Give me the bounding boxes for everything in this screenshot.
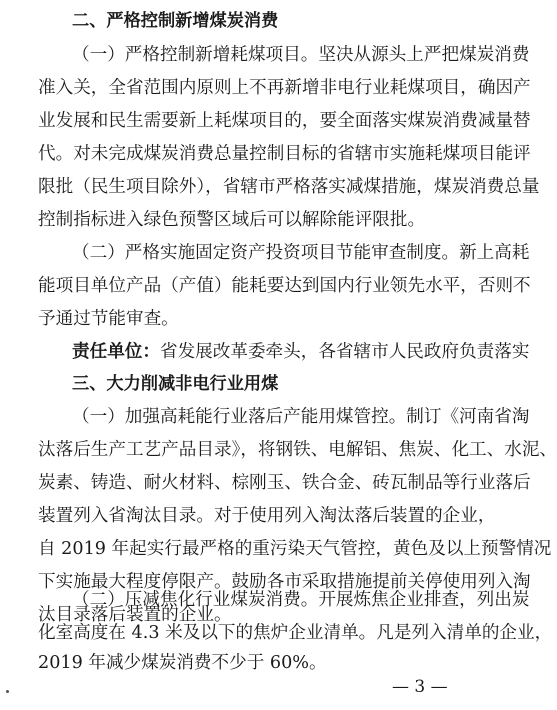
paragraph-line: 2019 年减少煤炭消费不少于 60%。 (38, 653, 327, 673)
responsibility-text: 省发展改革委牵头，各省辖市人民政府负责落实 (159, 342, 530, 362)
paragraph-line: 能项目单位产品（产值）能耗要达到国内行业领先水平，否则不 (38, 276, 531, 296)
paragraph-line: 化室高度在 4.3 米及以下的焦炉企业清单。凡是列入清单的企业， (38, 623, 553, 643)
paragraph-line: 业发展和民生需要新上耗煤项目的，要全面落实煤炭消费减量替 (38, 111, 531, 131)
section-heading: 二、严格控制新增煤炭消费 (72, 11, 279, 31)
paragraph-line: （二）压减焦化行业煤炭消费。开展炼焦企业排查，列出炭 (72, 590, 530, 610)
paragraph-line: 汰落后生产工艺产品目录》，将钢铁、电解铝、焦炭、化工、水泥、 (38, 440, 557, 460)
paragraph-line: 准入关，全省范围内原则上不再新增非电行业耗煤项目，确因产 (38, 78, 531, 98)
paragraph-line: 汰目录落后装置的企业。 (38, 605, 232, 625)
paragraph-line: 下实施最大程度停限产。鼓励各市采取措施提前关停使用列入淘 (38, 572, 531, 592)
page-number: — 3 — (392, 677, 448, 697)
paragraph-line: 代。对未完成煤炭消费总量控制目标的省辖市实施耗煤项目能评 (38, 144, 531, 164)
paragraph-line: 自 2019 年起实行最严格的重污染天气管控，黄色及以上预警情况 (38, 539, 552, 559)
paragraph-line: 装置列入省淘汰目录。对于使用列入淘汰落后装置的企业， (38, 506, 496, 526)
scan-speck (6, 690, 9, 693)
paragraph-line: 限批（民生项目除外），省辖市严格落实减煤措施，煤炭消费总量 (38, 177, 540, 197)
paragraph-line: 控制指标进入绿色预警区域后可以解除能评限批。 (38, 210, 426, 230)
paragraph-line: 予通过节能审查。 (38, 309, 179, 329)
paragraph-line: （二）严格实施固定资产投资项目节能审查制度。新上高耗 (72, 243, 530, 263)
responsibility-label: 责任单位： (72, 342, 160, 362)
paragraph-line: （一）严格控制新增耗煤项目。坚决从源头上严把煤炭消费 (72, 45, 530, 65)
section-heading: 三、大力削减非电行业用煤 (72, 374, 279, 394)
paragraph-line: 炭素、铸造、耐火材料、棕刚玉、铁合金、砖瓦制品等行业落后 (38, 473, 531, 493)
paragraph-line: （一）加强高耗能行业落后产能用煤管控。制订《河南省淘 (72, 407, 530, 427)
responsibility-line (72, 341, 529, 363)
